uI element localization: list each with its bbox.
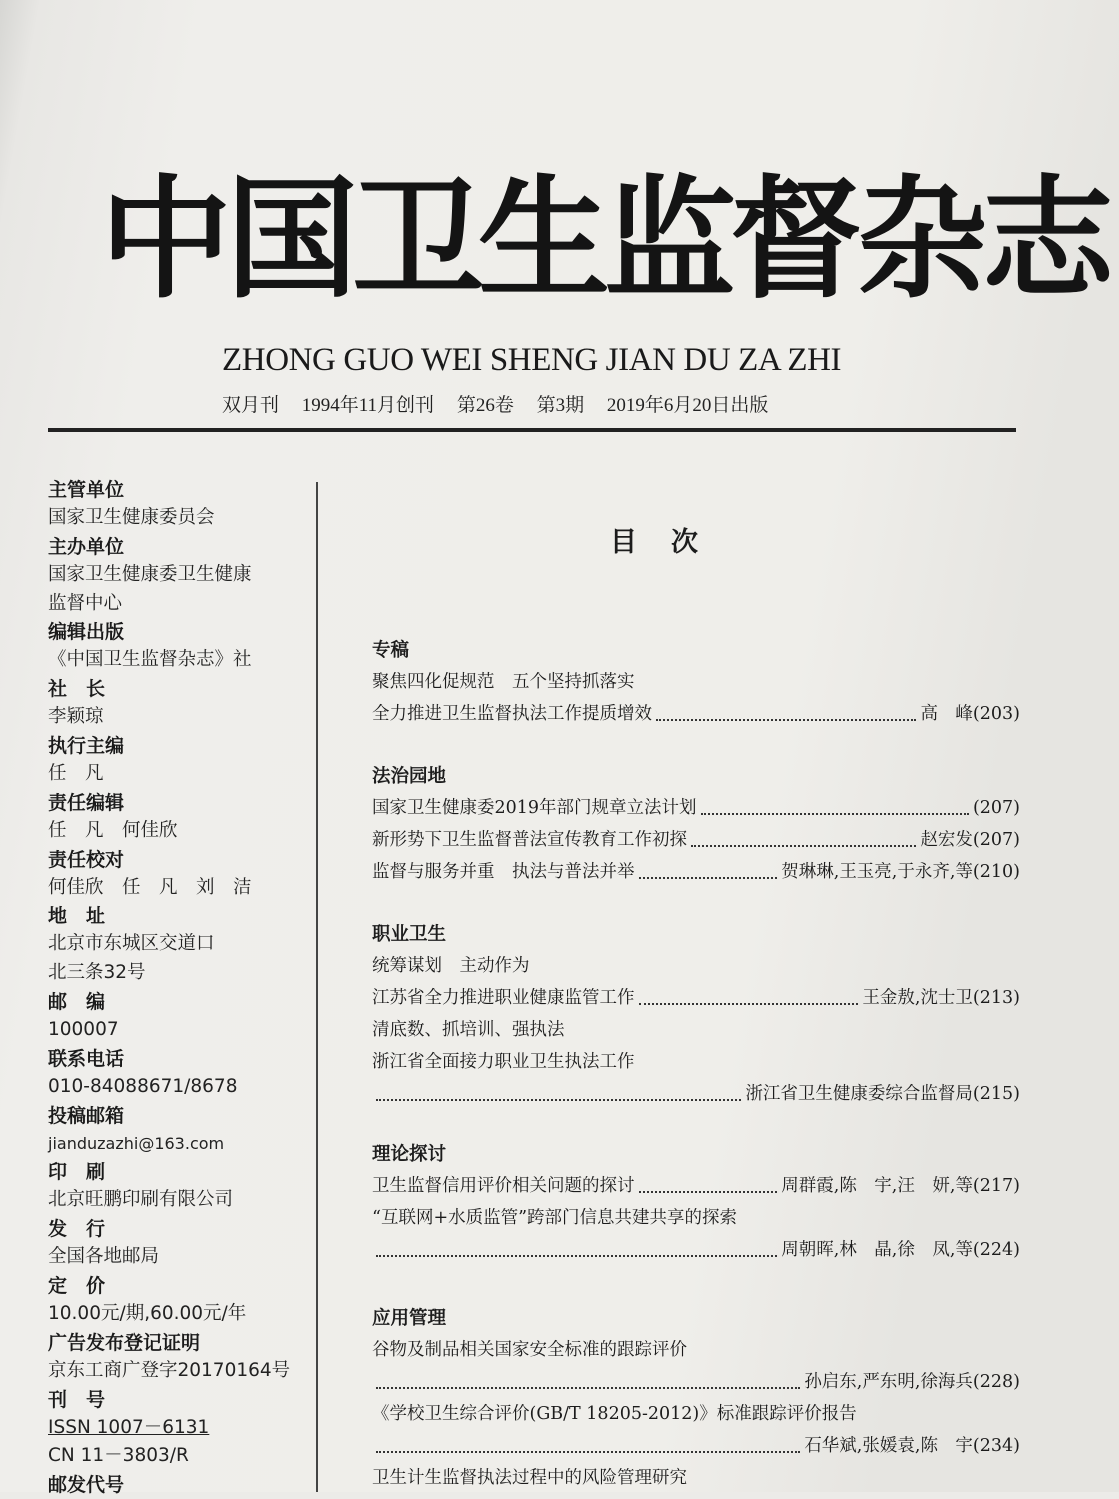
colophon-label: 编辑出版 bbox=[48, 621, 125, 644]
colophon-value: 监督中心 bbox=[48, 592, 123, 614]
colophon-entry bbox=[48, 988, 318, 1045]
colophon-value: 国家卫生健康委卫生健康 bbox=[48, 563, 252, 585]
toc-entry-line bbox=[372, 1334, 1020, 1366]
colophon-value: 北京市东城区交道口 bbox=[48, 933, 215, 955]
toc-entry-line[interactable] bbox=[372, 982, 1020, 1014]
toc-leader-dots bbox=[639, 1170, 778, 1193]
colophon-label: 邮 编 bbox=[48, 990, 106, 1013]
colophon-value: 任 凡 bbox=[48, 762, 104, 784]
colophon-label: 投稿邮箱 bbox=[48, 1104, 125, 1127]
toc-entry-title: 统筹谋划 主动作为 bbox=[372, 956, 530, 976]
toc-entry-line[interactable] bbox=[372, 856, 1020, 888]
toc-entry-line[interactable] bbox=[372, 1430, 1020, 1462]
toc-entry-title: “互联网+水质监管”跨部门信息共建共享的探索 bbox=[372, 1208, 738, 1228]
colophon-label: 邮发代号 bbox=[48, 1474, 125, 1497]
colophon-entry bbox=[48, 1471, 318, 1499]
toc-entry-line bbox=[372, 666, 1020, 698]
colophon-value: 100007 bbox=[48, 1018, 119, 1040]
colophon-entry bbox=[48, 618, 318, 675]
toc-entry-line[interactable] bbox=[372, 1234, 1020, 1266]
toc-section-heading: 职业卫生 bbox=[372, 924, 447, 945]
colophon-label: 发 行 bbox=[48, 1218, 106, 1241]
toc-section bbox=[372, 1304, 1020, 1494]
toc-entry-title: 监督与服务并重 执法与普法并举 bbox=[372, 862, 635, 882]
toc-entry-title: 国家卫生健康委2019年部门规章立法计划 bbox=[372, 798, 697, 818]
journal-masthead-title: 中国卫生监督杂志 bbox=[100, 162, 1108, 317]
colophon-entry bbox=[48, 1386, 318, 1472]
issue-date: 2019年6月20日出版 bbox=[606, 395, 769, 416]
toc-section bbox=[372, 636, 1020, 730]
header-divider bbox=[48, 428, 1016, 432]
toc-leader-dots bbox=[376, 1234, 777, 1257]
toc-leader-dots bbox=[376, 1078, 741, 1101]
issue-volume: 第26卷 bbox=[456, 395, 514, 416]
toc-entry-author-page: 王金敖,沈士卫(213) bbox=[862, 988, 1020, 1008]
toc-entry-line bbox=[372, 1014, 1020, 1046]
colophon-entry bbox=[48, 1045, 318, 1102]
toc-section-heading: 专稿 bbox=[372, 640, 410, 661]
issue-founded: 1994年11月创刊 bbox=[301, 395, 435, 416]
toc-entry-line[interactable] bbox=[372, 698, 1020, 730]
colophon-value: 何佳欣 任 凡 刘 洁 bbox=[48, 876, 252, 898]
toc-entry-author-page: 孙启东,严东明,徐海兵(228) bbox=[804, 1372, 1020, 1392]
colophon-value: 京东工商广登字20170164号 bbox=[48, 1359, 291, 1381]
toc-entry-title: 清底数、抓培训、强执法 bbox=[372, 1020, 565, 1040]
toc-leader-dots bbox=[639, 856, 778, 879]
toc-section bbox=[372, 762, 1020, 888]
colophon-entry bbox=[48, 789, 318, 846]
colophon-value: ISSN 1007－6131 bbox=[48, 1416, 210, 1438]
toc-leader-dots bbox=[639, 982, 859, 1005]
toc-entry-author-page: (207) bbox=[972, 798, 1020, 818]
colophon bbox=[48, 476, 318, 1499]
toc-section-heading: 应用管理 bbox=[372, 1308, 447, 1329]
colophon-entry bbox=[48, 902, 318, 988]
toc-leader-dots bbox=[376, 1366, 800, 1389]
toc-entry-author-page: 石华斌,张媛袁,陈 宇(234) bbox=[804, 1436, 1020, 1456]
colophon-label: 执行主编 bbox=[48, 734, 125, 757]
colophon-label: 广告发布登记证明 bbox=[48, 1331, 201, 1354]
toc-entry-line bbox=[372, 1046, 1020, 1078]
toc-entry-title: 《学校卫生综合评价(GB/T 18205-2012)》标准跟踪评价报告 bbox=[372, 1404, 857, 1424]
toc-entry-author-page: 高 峰(203) bbox=[920, 704, 1020, 724]
colophon-value: CN 11－3803/R bbox=[48, 1445, 189, 1467]
toc-title: 目次 bbox=[610, 527, 732, 558]
colophon-value: 10.00元/期,60.00元/年 bbox=[48, 1302, 247, 1324]
toc-section bbox=[372, 1140, 1020, 1266]
toc-entry-title: 全力推进卫生监督执法工作提质增效 bbox=[372, 704, 652, 724]
colophon-label: 地 址 bbox=[48, 905, 106, 928]
colophon-label: 主管单位 bbox=[48, 479, 125, 501]
colophon-entry bbox=[48, 476, 318, 533]
issue-info bbox=[222, 390, 862, 417]
toc-entry-title: 浙江省全面接力职业卫生执法工作 bbox=[372, 1052, 635, 1072]
colophon-label: 主办单位 bbox=[48, 535, 125, 558]
colophon-value: 《中国卫生监督杂志》社 bbox=[48, 649, 252, 671]
colophon-entry bbox=[48, 533, 318, 619]
toc-entry-author-page: 浙江省卫生健康委综合监督局(215) bbox=[745, 1084, 1020, 1104]
toc-entry-title: 聚焦四化促规范 五个坚持抓落实 bbox=[372, 672, 635, 692]
toc-entry-title: 卫生计生监督执法过程中的风险管理研究 bbox=[372, 1468, 687, 1488]
colophon-label: 社 长 bbox=[48, 678, 106, 701]
colophon-label: 印 刷 bbox=[48, 1161, 106, 1184]
colophon-entry bbox=[48, 1272, 318, 1329]
toc-entry-line[interactable] bbox=[372, 792, 1020, 824]
colophon-entry bbox=[48, 846, 318, 903]
toc-entry-author-page: 贺琳琳,王玉亮,于永齐,等(210) bbox=[781, 862, 1020, 882]
toc-entry-author-page: 周群霞,陈 宇,汪 妍,等(217) bbox=[781, 1176, 1020, 1196]
colophon-value: 北京旺鹏印刷有限公司 bbox=[48, 1189, 234, 1211]
colophon-value: jianduzazhi@163.com bbox=[48, 1133, 225, 1153]
colophon-label: 刊 号 bbox=[48, 1388, 106, 1411]
colophon-label: 联系电话 bbox=[48, 1047, 125, 1070]
toc-section-heading: 法治园地 bbox=[372, 766, 447, 787]
colophon-entry bbox=[48, 1102, 318, 1159]
toc-leader-dots bbox=[656, 698, 916, 721]
colophon-label: 定 价 bbox=[48, 1274, 106, 1297]
toc-entry-line bbox=[372, 1398, 1020, 1430]
colophon-entry bbox=[48, 1215, 318, 1272]
colophon-value: 北三条32号 bbox=[48, 962, 146, 984]
journal-pinyin-title: ZHONG GUO WEI SHENG JIAN DU ZA ZHI bbox=[222, 342, 842, 378]
toc-entry-title: 江苏省全力推进职业健康监管工作 bbox=[372, 988, 635, 1008]
toc-entry-line[interactable] bbox=[372, 1366, 1020, 1398]
toc-entry-line[interactable] bbox=[372, 1170, 1020, 1202]
toc-leader-dots bbox=[376, 1430, 800, 1453]
toc-entry-title: 卫生监督信用评价相关问题的探讨 bbox=[372, 1176, 635, 1196]
colophon-value: 任 凡 何佳欣 bbox=[48, 819, 178, 841]
toc-section bbox=[372, 920, 1020, 1110]
toc-entry-line bbox=[372, 1202, 1020, 1234]
colophon-value: 010-84088671/8678 bbox=[48, 1075, 238, 1097]
toc-entry-line[interactable] bbox=[372, 824, 1020, 856]
toc-entry-author-page: 周朝晖,林 晶,徐 凤,等(224) bbox=[781, 1240, 1020, 1260]
toc-leader-dots bbox=[701, 792, 969, 815]
colophon-entry bbox=[48, 1158, 318, 1215]
colophon-value: 李颖琼 bbox=[48, 706, 104, 728]
toc-leader-dots bbox=[691, 824, 916, 847]
colophon-value: 国家卫生健康委员会 bbox=[48, 507, 215, 528]
toc-entry-author-page: 赵宏发(207) bbox=[920, 830, 1020, 850]
toc-entry-line[interactable] bbox=[372, 1078, 1020, 1110]
colophon-value: 全国各地邮局 bbox=[48, 1246, 160, 1268]
toc-entry-line[interactable] bbox=[372, 1462, 1020, 1494]
colophon-entry bbox=[48, 675, 318, 732]
colophon-entry bbox=[48, 1329, 318, 1386]
colophon-entry bbox=[48, 732, 318, 789]
toc-section-heading: 理论探讨 bbox=[372, 1144, 447, 1165]
colophon-label: 责任编辑 bbox=[48, 791, 125, 814]
toc-entry-title: 新形势下卫生监督普法宣传教育工作初探 bbox=[372, 830, 687, 850]
issue-frequency: 双月刊 bbox=[222, 395, 280, 416]
colophon-label: 责任校对 bbox=[48, 848, 125, 871]
issue-number: 第3期 bbox=[536, 395, 585, 416]
toc-entry-line bbox=[372, 950, 1020, 982]
toc-entry-title: 谷物及制品相关国家安全标准的跟踪评价 bbox=[372, 1340, 687, 1360]
